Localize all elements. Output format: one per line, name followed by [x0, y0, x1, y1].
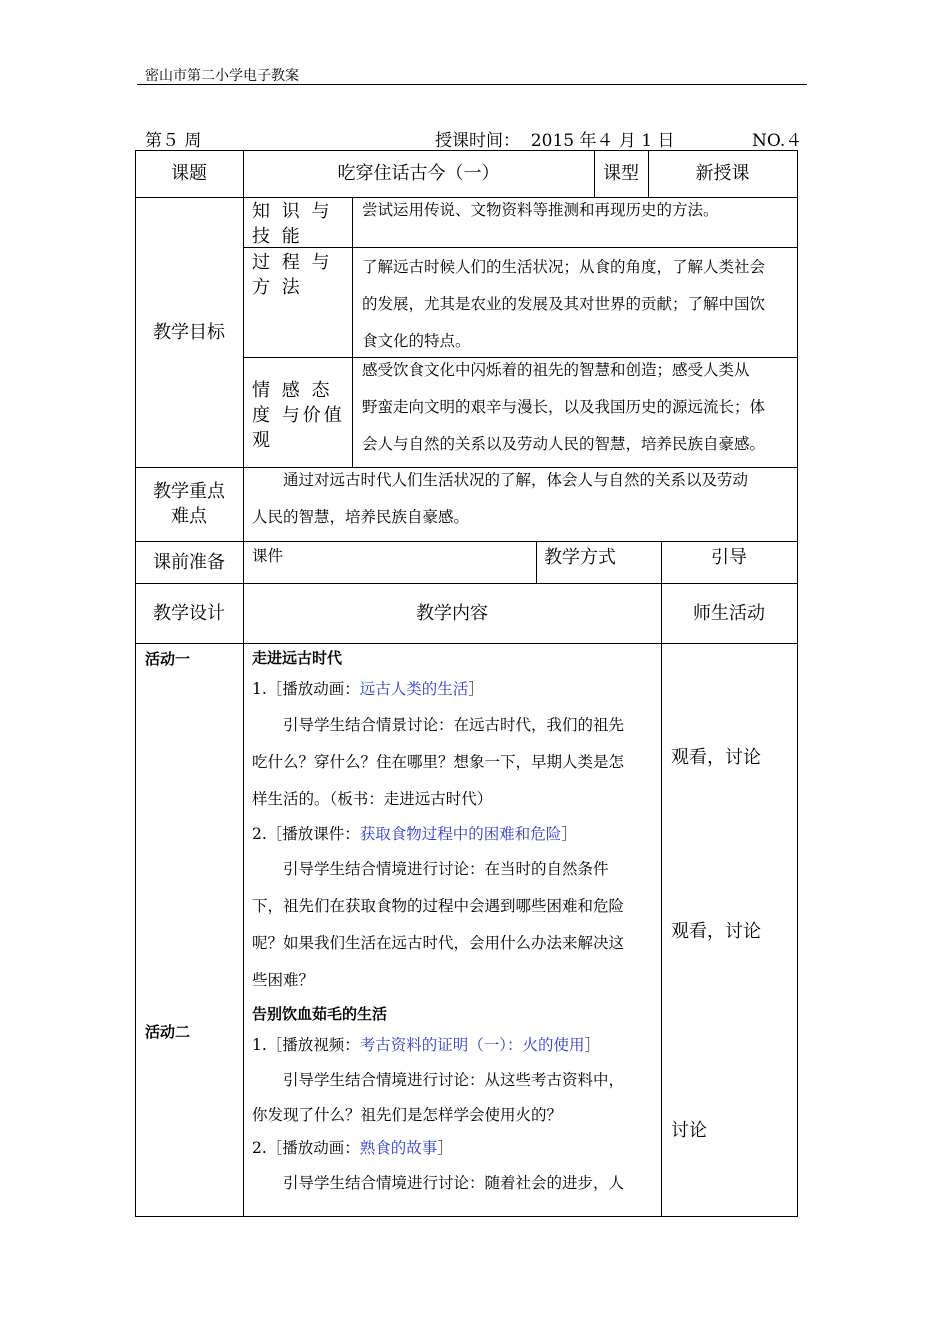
header-rule	[137, 84, 807, 85]
row-line	[135, 1216, 798, 1217]
activity-header: 师生活动	[693, 602, 765, 624]
media-item-prefix: 2.［播放课件：	[252, 825, 360, 843]
col-line	[243, 150, 244, 1216]
media-item	[252, 1132, 657, 1165]
activity-note: 观看，讨论	[671, 747, 761, 768]
discussion-line: 引导学生结合情境进行讨论：在当时的自然条件	[283, 860, 609, 878]
discussion-line: 你发现了什么？祖先们是怎样学会使用火的？	[252, 1106, 563, 1124]
media-item	[252, 1029, 657, 1062]
activity-one-label: 活动一	[145, 650, 191, 668]
discussion-line: 样生活的。（板书：走进远古时代）	[252, 790, 493, 808]
knowledge-text: 尝试运用传说、文物资料等推测和再现历史的方法。	[362, 201, 719, 219]
col-line	[797, 150, 798, 1216]
lesson-date: 授课时间： 2015 年４ 月 1 日	[435, 131, 675, 151]
preparation-label: 课前准备	[153, 551, 225, 573]
discussion-line: 引导学生结合情境进行讨论：随着社会的进步，人	[283, 1174, 625, 1192]
discussion-line: 引导学生结合情境进行讨论：从这些考古资料中，	[283, 1071, 625, 1089]
emotion-line: 会人与自然的关系以及劳动人民的智慧，培养民族自豪感。	[362, 435, 766, 453]
activity-content	[252, 643, 657, 1202]
preparation-value: 课件	[252, 547, 284, 565]
key-points-line: 通过对远古时代人们生活状况的了解，体会人与自然的关系以及劳动	[283, 471, 749, 489]
activity-note: 讨论	[671, 1120, 707, 1141]
method-label: 教学方式	[544, 547, 616, 568]
media-item-suffix: ］	[584, 1036, 601, 1054]
media-item-suffix: ］	[437, 1139, 453, 1157]
discussion-line: 引导学生结合情景讨论：在远古时代，我们的祖先	[283, 716, 625, 734]
design-label: 教学设计	[153, 602, 225, 624]
section-title: 告别饮血茹毛的生活	[252, 1005, 388, 1023]
media-link[interactable]: 远古人类的生活	[359, 680, 469, 698]
discussion-line: 下，祖先们在获取食物的过程中会遇到哪些困难和危险	[252, 897, 625, 915]
media-item	[252, 818, 657, 851]
discussion-line: 呢？如果我们生活在远古时代，会用什么办法来解决这	[252, 934, 625, 952]
goals-label: 教学目标	[153, 321, 225, 343]
discussion-line: 吃什么？穿什么？住在哪里？想象一下，早期人类是怎	[252, 753, 625, 771]
key-points-line: 人民的智慧，培养民族自豪感。	[252, 508, 470, 526]
process-label: 过 程 与 方 法	[252, 252, 333, 298]
emotion-label: 情 感 态 度 与价值观	[252, 380, 345, 451]
process-line: 了解远古时候人们的生活状况；从食的角度，了解人类社会	[362, 258, 766, 276]
media-link[interactable]: 考古资料的证明（一）：火的使用	[359, 1036, 585, 1054]
content-header: 教学内容	[416, 602, 488, 624]
emotion-line: 野蛮走向文明的艰辛与漫长，以及我国历史的源远流长；体	[362, 398, 766, 416]
knowledge-label: 知 识 与 技 能	[252, 201, 333, 247]
section-title: 走进远古时代	[252, 649, 343, 667]
topic-label: 课题	[171, 163, 207, 184]
key-points-text	[252, 462, 748, 536]
discussion-line: 些困难？	[252, 971, 315, 989]
type-label: 课型	[603, 163, 639, 184]
method-value: 引导	[711, 547, 747, 568]
school-header: 密山市第二小学电子教案	[145, 68, 299, 84]
lesson-type: 新授课	[695, 163, 750, 184]
key-points-label: 教学重点难点	[153, 481, 225, 527]
lesson-topic: 吃穿住话古今（一）	[337, 163, 500, 184]
emotion-line: 感受饮食文化中闪烁着的祖先的智慧和创造；感受人类从	[362, 361, 750, 379]
process-line: 的发展，尤其是农业的发展及其对世界的贡献；了解中国饮	[362, 295, 766, 313]
emotion-text	[362, 352, 765, 463]
media-link[interactable]: 熟食的故事	[359, 1139, 438, 1157]
media-link[interactable]: 获取食物过程中的困难和危险	[359, 825, 562, 843]
media-item-suffix: ］	[468, 680, 484, 698]
col-line	[536, 541, 537, 583]
media-item	[252, 672, 657, 707]
week-label: 第５ 周	[145, 131, 202, 151]
media-item-prefix: 1.［播放视频：	[252, 1036, 360, 1054]
process-text	[362, 249, 765, 360]
media-item-suffix: ］	[561, 825, 577, 843]
media-item-prefix: 2.［播放动画：	[252, 1139, 360, 1157]
lesson-number: NO.４	[752, 131, 803, 151]
activity-two-label: 活动二	[145, 1023, 191, 1041]
process-line: 食文化的特点。	[362, 332, 471, 350]
col-line	[352, 197, 353, 467]
media-item-prefix: 1.［播放动画：	[252, 680, 360, 698]
activity-note: 观看，讨论	[671, 921, 761, 942]
